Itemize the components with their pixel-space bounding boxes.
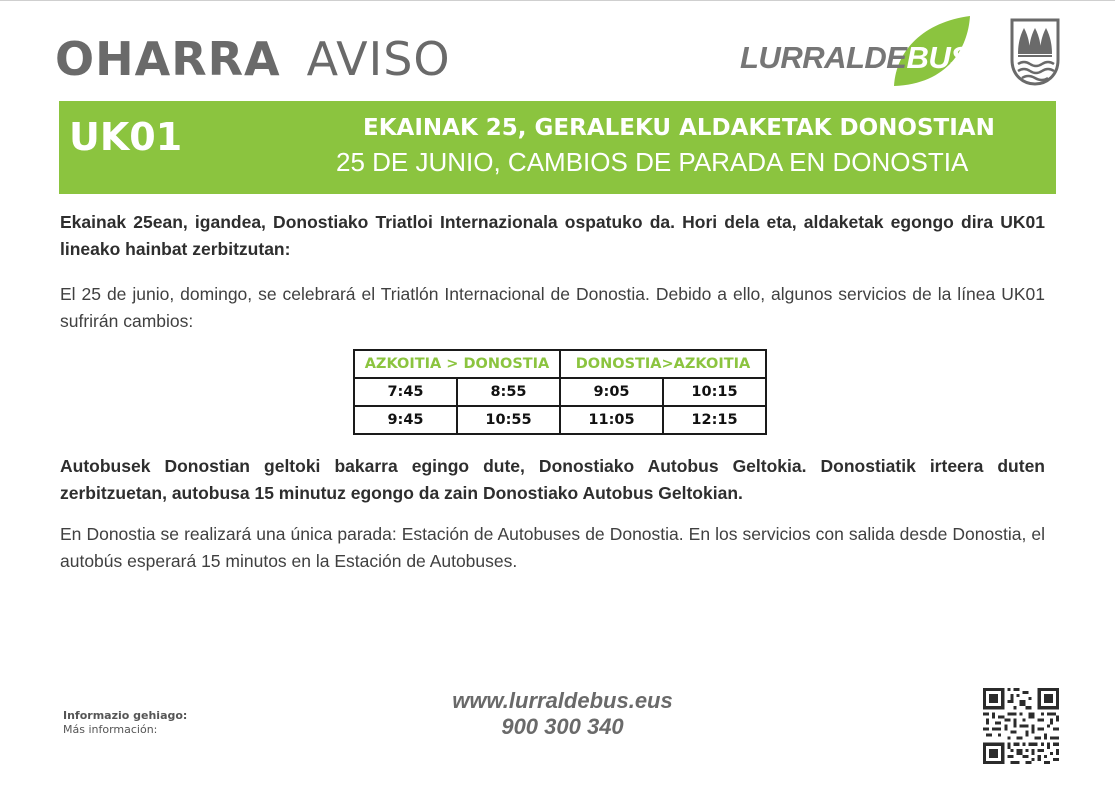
logo-wordmark-part2: BUS: [906, 40, 971, 75]
timetable-cell: 7:45: [354, 378, 457, 406]
website-link[interactable]: www.lurraldebus.eus: [452, 688, 673, 713]
timetable-header-azkoitia-donostia: AZKOITIA > DONOSTIA: [354, 350, 560, 378]
timetable-cell: 11:05: [560, 406, 663, 434]
heading-spanish: AVISO: [306, 32, 451, 86]
logo-wordmark: [740, 40, 970, 76]
banner-title-basque: EKAINAK 25, GERALEKU ALDAKETAK DONOSTIAN: [363, 115, 995, 141]
logo-wordmark-part1: LURRALDE: [740, 40, 907, 75]
intro-paragraph-basque: Ekainak 25ean, igandea, Donostiako Triatloi Internazionala ospatuko da. Hori dela eta, aldaketak egongo dira UK01 lineako hainbat zerbitzutan:: [60, 212, 1045, 259]
more-info-label: [63, 709, 187, 737]
timetable-cell: 8:55: [457, 378, 560, 406]
timetable: [353, 349, 767, 435]
line-code: UK01: [69, 115, 183, 159]
intro-paragraph-spanish: El 25 de junio, domingo, se celebrará el Triatlón Internacional de Donostia. Debido a ello, algunos servicios de la línea UK01 sufrirán cambios:: [60, 284, 1045, 331]
timetable-row: [354, 378, 766, 406]
more-info-basque: Informazio gehiago:: [63, 709, 188, 722]
timetable-cell: 9:05: [560, 378, 663, 406]
timetable-cell: 10:55: [457, 406, 560, 434]
timetable-header-row: [354, 350, 766, 378]
lurraldebus-logo: [740, 14, 980, 94]
timetable-cell: 10:15: [663, 378, 766, 406]
timetable-row: [354, 406, 766, 434]
more-info-spanish: Más información:: [63, 723, 158, 736]
gipuzkoa-shield-icon: [1010, 18, 1060, 86]
notice-heading: [55, 32, 451, 86]
timetable-cell: 9:45: [354, 406, 457, 434]
phone-number[interactable]: 900 300 340: [501, 714, 624, 739]
timetable-cell: 12:15: [663, 406, 766, 434]
timetable-header-donostia-azkoitia: DONOSTIA>AZKOITIA: [560, 350, 766, 378]
top-border-line: [0, 0, 1115, 1]
title-banner: [59, 101, 1056, 194]
stop-paragraph-spanish: En Donostia se realizará una única parada: Estación de Autobuses de Donostia. En los servicios con salida desde Donostia, el autobús esperará 15 minutos en la Estación de Autobuses.: [60, 524, 1045, 571]
banner-title-spanish: 25 DE JUNIO, CAMBIOS DE PARADA EN DONOSTIA: [336, 147, 969, 177]
heading-basque: OHARRA: [55, 32, 281, 86]
qr-code-icon[interactable]: [983, 688, 1059, 764]
stop-paragraph-basque: Autobusek Donostian geltoki bakarra egingo dute, Donostiako Autobus Geltokia. Donostiatik irteera duten zerbitzuetan, autobusa 15 minutuz egongo da zain Donostiako Autobus Geltokian.: [60, 456, 1045, 503]
